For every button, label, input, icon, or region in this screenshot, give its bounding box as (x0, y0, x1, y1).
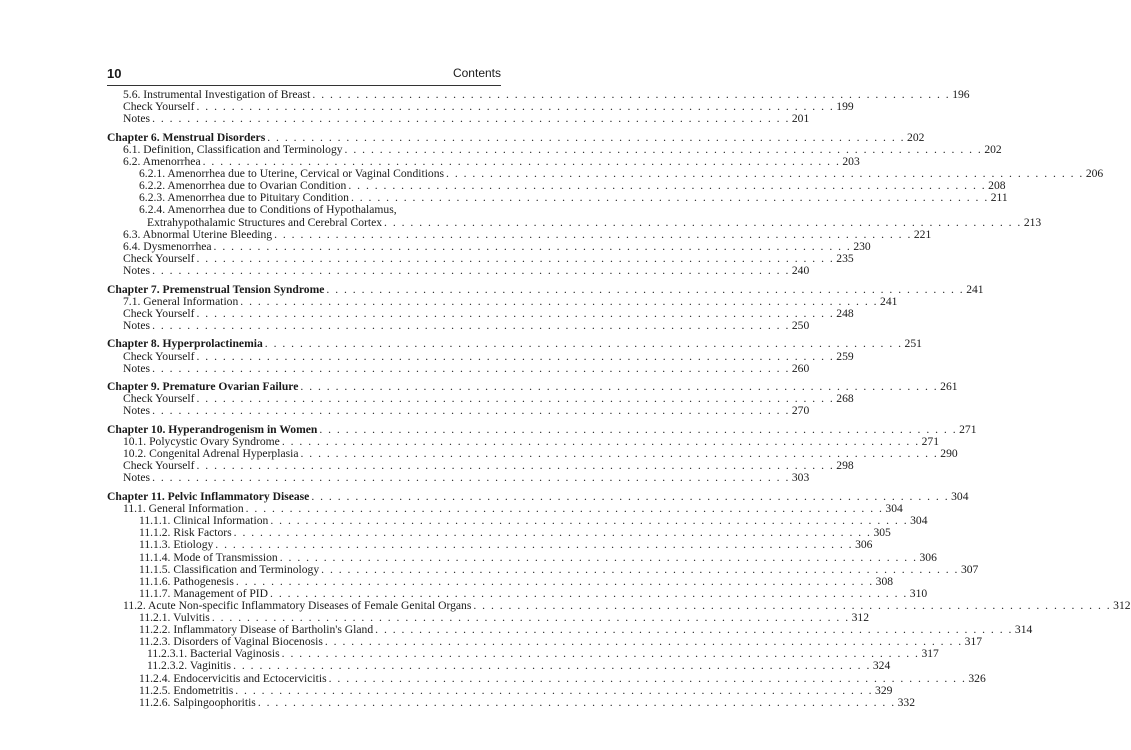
toc-page-number: 208 (988, 179, 1006, 193)
dot-leader: . . . . . . . . . . . . . . . . . . . . . . . . . . . . . . . . . . . . . . . . . . . . . . . . . . . . . . . . . . . . . . . . . . . . . . . . . (196, 251, 835, 265)
toc-entry-title: 11.2.3. Disorders of Vaginal Biocenosis (139, 635, 323, 649)
toc-entry-title: 11.1.3. Etiology (139, 538, 214, 552)
dot-leader: . . . . . . . . . . . . . . . . . . . . . . . . . . . . . . . . . . . . . . . . . . . . . . . . . . . . . . . . . . . . . . . . . . . . . . . . . (321, 562, 959, 576)
toc-page-number: 241 (966, 282, 984, 296)
toc-page-number: 312 (851, 611, 869, 624)
toc-page-number: 317 (964, 635, 983, 649)
toc-entry-title: 11.2.2. Inflammatory Disease of Bartholin's Gland (139, 623, 374, 637)
dot-leader: . . . . . . . . . . . . . . . . . . . . . . . . . . . . . . . . . . . . . . . . . . . . . . . . . . . . . . . . . . . . . . . . . . . . . . . . . (215, 538, 854, 552)
dot-leader: . . . . . . . . . . . . . . . . . . . . . . . . . . . . . . . . . . . . . . . . . . . . . . . . . . . . . . . . . . . . . . . . . . . . . . . . . (311, 490, 950, 503)
toc-entry-title: Check Yourself (123, 392, 195, 406)
running-title: Contents (452, 66, 501, 80)
dot-leader: . . . . . . . . . . . . . . . . . . . . . . . . . . . . . . . . . . . . . . . . . . . . . . . . . . . . . . . . . . . . . . . . . . . . . . . . . (196, 100, 835, 114)
toc-entry-title: Notes (123, 361, 151, 375)
toc-entry-title: Check Yourself (123, 100, 195, 114)
dot-leader: . . . . . . . . . . . . . . . . . . . . . . . . . . . . . . . . . . . . . . . . . . . . . . . . . . . . . . . . . . . . . . . . . . . . . . . . . (270, 586, 908, 600)
dot-leader: . . . . . . . . . . . . . . . . . . . . . . . . . . . . . . . . . . . . . . . . . . . . . . . . . . . . . . . . . . . . . . . . . . . . . . . . . (211, 611, 850, 624)
toc-page-number: 241 (880, 294, 898, 308)
toc-entry-title: 6.2.3. Amenorrhea due to Pituitary Condition (139, 191, 349, 205)
dot-leader: . . . . . . . . . . . . . . . . . . . . . . . . . . . . . . . . . . . . . . . . . . . . . . . . . . . . . . . . . . . . . . . . . . . . . . . . . (235, 574, 874, 588)
dot-leader: . . . . . . . . . . . . . . . . . . . . . . . . . . . . . . . . . . . . . . . . . . . . . . . . . . . . . . . . . . . . . . . . . . . . . . . . . (279, 550, 918, 564)
toc-entry (107, 695, 915, 709)
toc-entry-title: Notes (123, 404, 151, 418)
dot-leader: . . . . . . . . . . . . . . . . . . . . . . . . . . . . . . . . . . . . . . . . . . . . . . . . . . . . . . . . . . . . . . . . . . . . . . . . . (202, 155, 841, 168)
toc-chapter-entry (107, 337, 922, 351)
toc-entry (107, 112, 810, 126)
toc-entry-title: 6.1. Definition, Classification and Terminology (123, 142, 343, 156)
toc-entry (107, 683, 893, 697)
dot-leader: . . . . . . . . . . . . . . . . . . . . . . . . . . . . . . . . . . . . . . . . . . . . . . . . . . . . . . . . . . . . . . . . . . . . . . . . . (152, 112, 790, 126)
toc-page-number: 306 (855, 538, 873, 552)
toc-entry-title: 6.4. Dysmenorrhea (123, 239, 212, 253)
toc-page-number: 303 (791, 471, 810, 485)
toc-page-number: 332 (897, 695, 915, 709)
toc-page-number: 271 (921, 435, 939, 449)
dot-leader: . . . . . . . . . . . . . . . . . . . . . . . . . . . . . . . . . . . . . . . . . . . . . . . . . . . . . . . . . . . . . . . . . . . . . . . . . (264, 337, 903, 351)
toc-entry-title: Chapter 11. Pelvic Inflammatory Disease (107, 490, 310, 503)
toc-page-number: 201 (791, 112, 810, 126)
toc-page-number: 326 (968, 671, 986, 685)
toc-page-number: 203 (842, 155, 860, 168)
toc-entry-title: Notes (123, 471, 151, 485)
toc-entry-title: Check Yourself (123, 349, 195, 363)
dot-leader: . . . . . . . . . . . . . . . . . . . . . . . . . . . . . . . . . . . . . . . . . . . . . . . . . . . . . . . . . . . . . . . . . . . . . . . . . (375, 623, 1013, 637)
toc-entry-title: Check Yourself (123, 306, 195, 320)
toc-entry-title: 10.1. Polycystic Ovary Syndrome (123, 435, 280, 449)
dot-leader: . . . . . . . . . . . . . . . . . . . . . . . . . . . . . . . . . . . . . . . . . . . . . . . . . . . . . . . . . . . . . . . . . . . . . . . . . (300, 447, 939, 461)
toc-entry-title: 10.2. Congenital Adrenal Hyperplasia (123, 447, 299, 461)
toc-entry (107, 471, 810, 485)
toc-entry-title: 11.2.3.2. Vaginitis (147, 659, 232, 673)
toc-entry-title: 11.2.6. Salpingoophoritis (139, 695, 256, 709)
dot-leader: . . . . . . . . . . . . . . . . . . . . . . . . . . . . . . . . . . . . . . . . . . . . . . . . . . . . . . . . . . . . . . . . . . . . . . . . . (384, 215, 1022, 229)
toc-entry-title: 11.1.7. Management of PID (139, 586, 269, 600)
toc-entry (107, 404, 810, 418)
toc-entry-title: 11.2.4. Endocervicitis and Ectocervicitis (139, 671, 327, 685)
dot-leader: . . . . . . . . . . . . . . . . . . . . . . . . . . . . . . . . . . . . . . . . . . . . . . . . . . . . . . . . . . . . . . . . . . . . . . . . . (152, 318, 790, 332)
toc-page-number: 314 (1014, 623, 1033, 637)
toc-entry (107, 349, 854, 363)
toc-entry (107, 227, 932, 241)
toc-entry-title: Chapter 6. Menstrual Disorders (107, 130, 266, 144)
toc-page-number: 230 (853, 239, 871, 253)
toc-entry (107, 562, 979, 576)
dot-leader: . . . . . . . . . . . . . . . . . . . . . . . . . . . . . . . . . . . . . . . . . . . . . . . . . . . . . . . . . . . . . . . . . . . . . . . . . (326, 282, 965, 296)
toc-page-number: 317 (921, 647, 939, 661)
dot-leader: . . . . . . . . . . . . . . . . . . . . . . . . . . . . . . . . . . . . . . . . . . . . . . . . . . . . . . . . . . . . . . . . . . . . . . . . . (257, 695, 896, 709)
toc-entry-title: 7.1. General Information (123, 294, 239, 308)
dot-leader: . . . . . . . . . . . . . . . . . . . . . . . . . . . . . . . . . . . . . . . . . . . . . . . . . . . . . . . . . . . . . . . . . . . . . . . . . (281, 435, 920, 449)
toc-entry-title: Chapter 9. Premature Ovarian Failure (107, 380, 299, 394)
toc-page-number: 261 (940, 380, 958, 394)
toc-page-number: 307 (960, 562, 979, 576)
toc-page-number: 235 (836, 251, 854, 265)
toc-entry-title: Check Yourself (123, 251, 195, 265)
toc-page-number: 304 (910, 514, 928, 528)
toc-entry-title: 5.6. Instrumental Investigation of Breast (123, 88, 311, 101)
toc-entry-title: 6.2.2. Amenorrhea due to Ovarian Condition (139, 179, 347, 193)
toc-entry-title: 6.3. Abnormal Uterine Bleeding (123, 227, 273, 241)
dot-leader: . . . . . . . . . . . . . . . . . . . . . . . . . . . . . . . . . . . . . . . . . . . . . . . . . . . . . . . . . . . . . . . . . . . . . . . . . (196, 306, 835, 320)
dot-leader: . . . . . . . . . . . . . . . . . . . . . . . . . . . . . . . . . . . . . . . . . . . . . . . . . . . . . . . . . . . . . . . . . . . . . . . . . (324, 635, 963, 649)
toc-entry (107, 306, 854, 320)
toc-page-number: 199 (836, 100, 854, 114)
toc-entry-title: 11.1.1. Clinical Information (139, 514, 269, 528)
toc-page-number: 260 (791, 361, 810, 375)
toc-page-number: 196 (952, 88, 970, 101)
toc-entry (107, 318, 810, 332)
toc-chapter-entry (107, 130, 925, 144)
toc-entry-title: Check Yourself (123, 459, 195, 473)
toc-page-number: 305 (873, 526, 891, 540)
toc-entry-title: Chapter 8. Hyperprolactinemia (107, 337, 263, 351)
dot-leader: . . . . . . . . . . . . . . . . . . . . . . . . . . . . . . . . . . . . . . . . . . . . . . . . . . . . . . . . . . . . . . . . . . . . . . . . . (152, 471, 790, 485)
toc-page-number: 221 (913, 227, 932, 241)
dot-leader: . . . . . . . . . . . . . . . . . . . . . . . . . . . . . . . . . . . . . . . . . . . . . . . . . . . . . . . . . . . . . . . . . . . . . . . . . (274, 227, 912, 241)
toc-page-number: 240 (791, 263, 810, 277)
toc-entry (107, 204, 501, 216)
dot-leader: . . . . . . . . . . . . . . . . . . . . . . . . . . . . . . . . . . . . . . . . . . . . . . . . . . . . . . . . . . . . . . . . . . . . . . . . . (245, 502, 884, 516)
toc-page-number: 206 (1085, 167, 1104, 181)
toc-page-number: 298 (836, 459, 854, 473)
toc-entry-title: 11.1.5. Classification and Terminology (139, 562, 320, 576)
dot-leader: . . . . . . . . . . . . . . . . . . . . . . . . . . . . . . . . . . . . . . . . . . . . . . . . . . . . . . . . . . . . . . . . . . . . . . . . . (473, 598, 1112, 612)
toc-entry-title: Chapter 7. Premenstrual Tension Syndrome (107, 282, 325, 296)
toc-page-number: 251 (904, 337, 922, 351)
dot-leader: . . . . . . . . . . . . . . . . . . . . . . . . . . . . . . . . . . . . . . . . . . . . . . . . . . . . . . . . . . . . . . . . . . . . . . . . . (312, 88, 951, 101)
toc-entry (107, 586, 928, 600)
toc-page-number: 250 (791, 318, 810, 332)
toc-entry (107, 550, 937, 564)
toc-page-number: 304 (885, 502, 903, 516)
toc-entry-title: 6.2.4. Amenorrhea due to Conditions of Hypothalamus, (139, 203, 397, 217)
dot-leader: . . . . . . . . . . . . . . . . . . . . . . . . . . . . . . . . . . . . . . . . . . . . . . . . . . . . . . . . . . . . . . . . . . . . . . . . . (300, 380, 939, 394)
toc-entry (107, 263, 810, 277)
dot-leader: . . . . . . . . . . . . . . . . . . . . . . . . . . . . . . . . . . . . . . . . . . . . . . . . . . . . . . . . . . . . . . . . . . . . . . . . . (319, 423, 958, 436)
toc-entry-title: Notes (123, 112, 151, 126)
toc-entry-title: 11.1.6. Pathogenesis (139, 574, 234, 588)
header-rule (107, 85, 501, 86)
dot-leader: . . . . . . . . . . . . . . . . . . . . . . . . . . . . . . . . . . . . . . . . . . . . . . . . . . . . . . . . . . . . . . . . . . . . . . . . . (281, 647, 920, 661)
toc-entry (107, 659, 891, 673)
toc-entry-title: 6.2.1. Amenorrhea due to Uterine, Cervical or Vaginal Conditions (139, 167, 445, 181)
toc-entry-title: 11.2.1. Vulvitis (139, 611, 210, 624)
dot-leader: . . . . . . . . . . . . . . . . . . . . . . . . . . . . . . . . . . . . . . . . . . . . . . . . . . . . . . . . . . . . . . . . . . . . . . . . . (152, 263, 790, 277)
toc-entry-title: 11.2. Acute Non-specific Inflammatory Diseases of Female Genital Organs (123, 598, 472, 612)
toc-page-number: 202 (907, 130, 925, 144)
toc-entry-title: Notes (123, 318, 151, 332)
toc-entry-title: 11.2.5. Endometritis (139, 683, 234, 697)
page-number: 10 (107, 66, 122, 81)
toc-entry (107, 251, 854, 265)
dot-leader: . . . . . . . . . . . . . . . . . . . . . . . . . . . . . . . . . . . . . . . . . . . . . . . . . . . . . . . . . . . . . . . . . . . . . . . . . (233, 526, 872, 540)
toc-entry (107, 538, 873, 552)
dot-leader: . . . . . . . . . . . . . . . . . . . . . . . . . . . . . . . . . . . . . . . . . . . . . . . . . . . . . . . . . . . . . . . . . . . . . . . . . (152, 404, 790, 418)
dot-leader: . . . . . . . . . . . . . . . . . . . . . . . . . . . . . . . . . . . . . . . . . . . . . . . . . . . . . . . . . . . . . . . . . . . . . . . . . (196, 349, 835, 363)
dot-leader: . . . . . . . . . . . . . . . . . . . . . . . . . . . . . . . . . . . . . . . . . . . . . . . . . . . . . . . . . . . . . . . . . . . . . . . . . (213, 239, 852, 253)
toc-page-number: 310 (909, 586, 928, 600)
toc-page-number: 308 (875, 574, 894, 588)
dot-leader: . . . . . . . . . . . . . . . . . . . . . . . . . . . . . . . . . . . . . . . . . . . . . . . . . . . . . . . . . . . . . . . . . . . . . . . . . (196, 459, 835, 473)
toc-entry (107, 294, 898, 308)
dot-leader: . . . . . . . . . . . . . . . . . . . . . . . . . . . . . . . . . . . . . . . . . . . . . . . . . . . . . . . . . . . . . . . . . . . . . . . . . (240, 294, 879, 308)
toc-entry-title: Notes (123, 263, 151, 277)
dot-leader: . . . . . . . . . . . . . . . . . . . . . . . . . . . . . . . . . . . . . . . . . . . . . . . . . . . . . . . . . . . . . . . . . . . . . . . . . (328, 671, 967, 685)
toc-entry-title: 11.1.2. Risk Factors (139, 526, 232, 540)
toc-page-number: 324 (872, 659, 891, 673)
dot-leader: . . . . . . . . . . . . . . . . . . . . . . . . . . . . . . . . . . . . . . . . . . . . . . . . . . . . . . . . . . . . . . . . . . . . . . . . . (233, 659, 871, 673)
dot-leader: . . . . . . . . . . . . . . . . . . . . . . . . . . . . . . . . . . . . . . . . . . . . . . . . . . . . . . . . . . . . . . . . . . . . . . . . . (446, 167, 1084, 181)
toc-page-number: 202 (984, 142, 1002, 156)
dot-leader: . . . . . . . . . . . . . . . . . . . . . . . . . . . . . . . . . . . . . . . . . . . . . . . . . . . . . . . . . . . . . . . . . . . . . . . . . (348, 179, 987, 193)
toc-page-number: 329 (875, 683, 893, 697)
toc-page-number: 306 (919, 550, 937, 564)
toc-entry-title: 11.1.4. Mode of Transmission (139, 550, 278, 564)
toc-chapter-entry (107, 282, 984, 296)
dot-leader: . . . . . . . . . . . . . . . . . . . . . . . . . . . . . . . . . . . . . . . . . . . . . . . . . . . . . . . . . . . . . . . . . . . . . . . . . (235, 683, 874, 697)
toc-page-number: 211 (990, 191, 1008, 205)
dot-leader: . . . . . . . . . . . . . . . . . . . . . . . . . . . . . . . . . . . . . . . . . . . . . . . . . . . . . . . . . . . . . . . . . . . . . . . . . (344, 142, 983, 156)
toc-page-number: 248 (836, 306, 854, 320)
toc-page-number: 312 (1113, 598, 1131, 612)
toc-page-number: 304 (951, 490, 969, 503)
dot-leader: . . . . . . . . . . . . . . . . . . . . . . . . . . . . . . . . . . . . . . . . . . . . . . . . . . . . . . . . . . . . . . . . . . . . . . . . . (267, 130, 906, 144)
toc-page-number: 290 (940, 447, 958, 461)
dot-leader: . . . . . . . . . . . . . . . . . . . . . . . . . . . . . . . . . . . . . . . . . . . . . . . . . . . . . . . . . . . . . . . . . . . . . . . . . (270, 514, 909, 528)
toc-entry (107, 215, 1042, 229)
toc-entry-title: 11.2.3.1. Bacterial Vaginosis (147, 647, 280, 661)
toc-entry (107, 574, 894, 588)
toc-entry-title: Chapter 10. Hyperandrogenism in Women (107, 423, 318, 436)
toc-page-number: 270 (791, 404, 810, 418)
page-header (107, 66, 501, 84)
toc-entry-title: 6.2. Amenorrhea (123, 155, 201, 168)
dot-leader: . . . . . . . . . . . . . . . . . . . . . . . . . . . . . . . . . . . . . . . . . . . . . . . . . . . . . . . . . . . . . . . . . . . . . . . . . (152, 361, 790, 375)
toc-entry (107, 239, 871, 253)
dot-leader: . . . . . . . . . . . . . . . . . . . . . . . . . . . . . . . . . . . . . . . . . . . . . . . . . . . . . . . . . . . . . . . . . . . . . . . . . (196, 392, 835, 406)
toc-entry (107, 361, 810, 375)
dot-leader: . . . . . . . . . . . . . . . . . . . . . . . . . . . . . . . . . . . . . . . . . . . . . . . . . . . . . . . . . . . . . . . . . . . . . . . . . (350, 191, 989, 205)
toc-page-number: 271 (959, 423, 977, 436)
toc-entry-title: Extrahypothalamic Structures and Cerebral Cortex (147, 215, 383, 229)
toc-page-number: 259 (836, 349, 854, 363)
toc-entry (107, 671, 986, 685)
toc-entry-title: 11.1. General Information (123, 502, 244, 516)
toc-page-number: 268 (836, 392, 854, 406)
toc-page-number: 213 (1023, 215, 1042, 229)
